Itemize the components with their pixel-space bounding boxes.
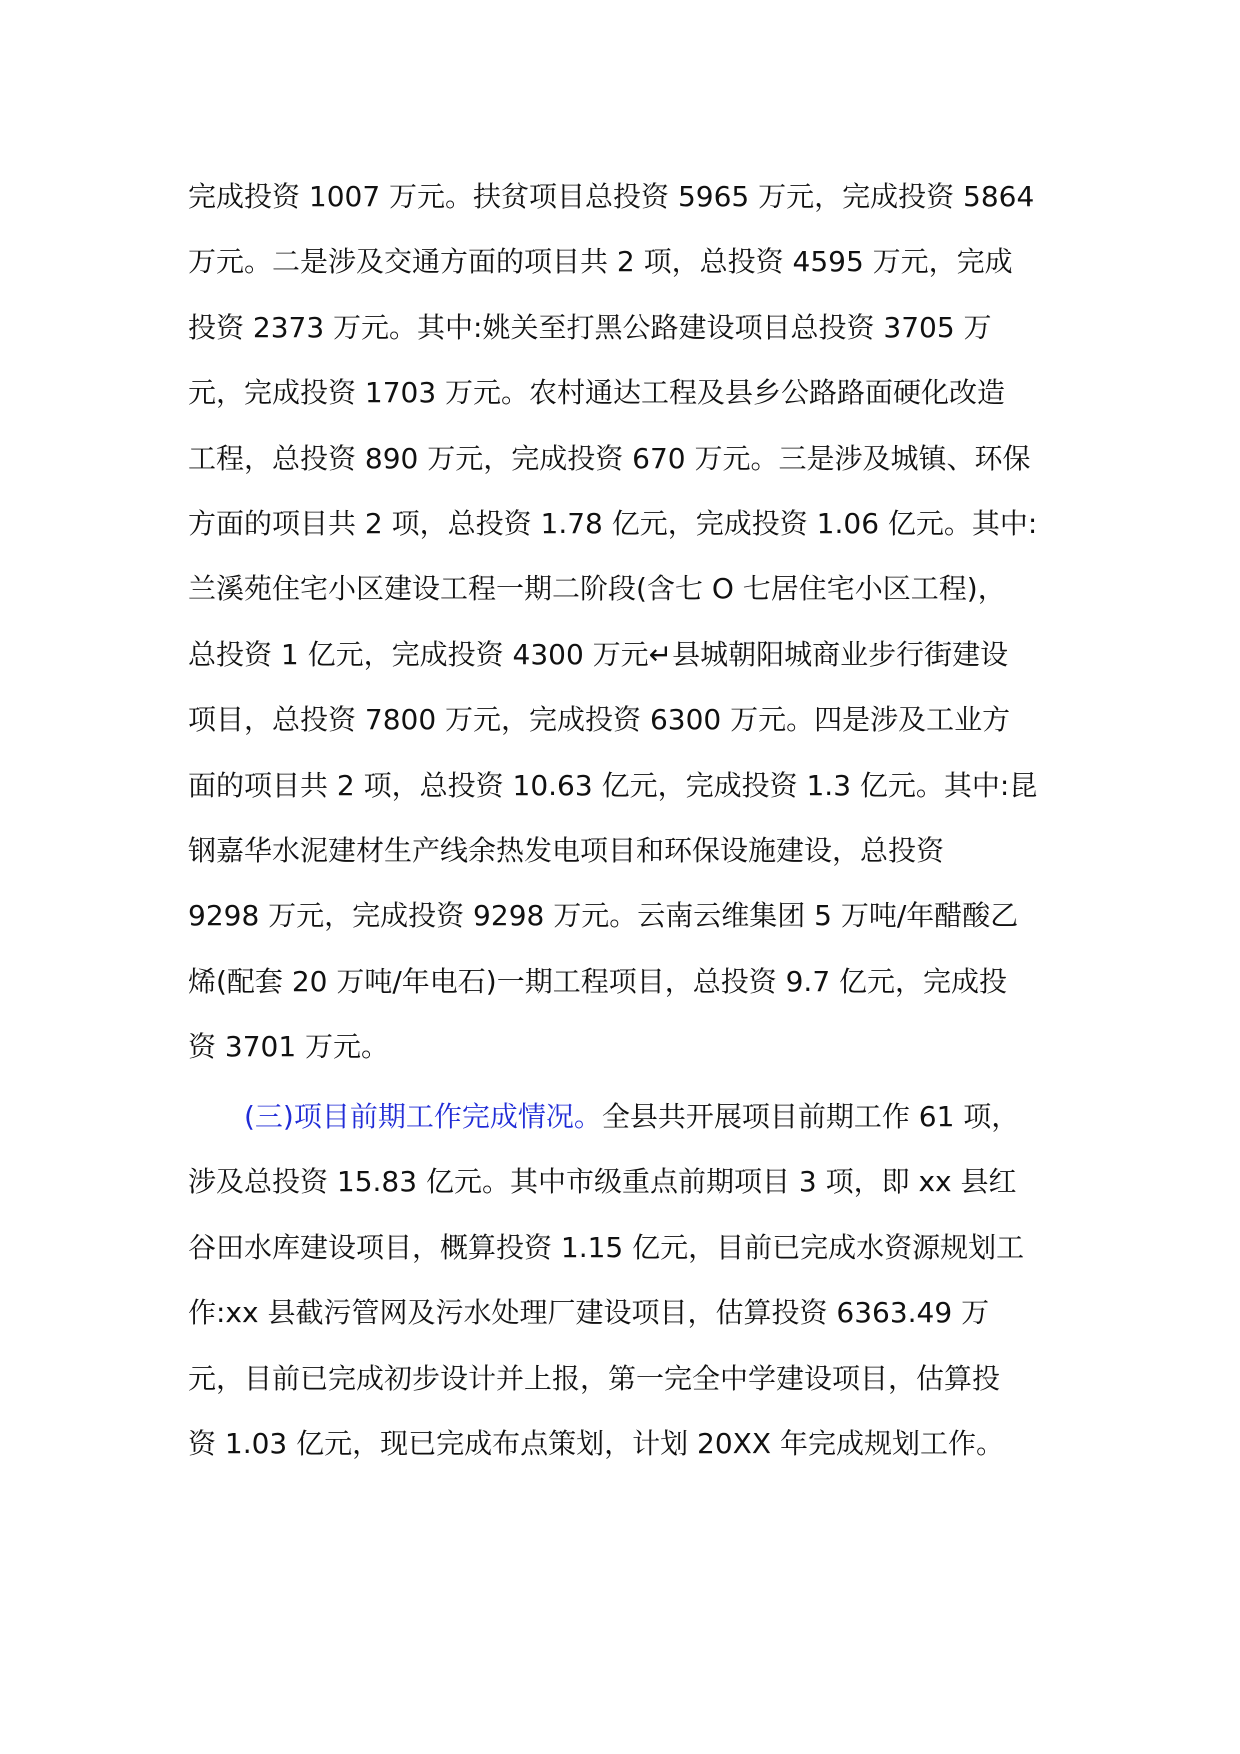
paragraph-investment-summary (188, 164, 1068, 1079)
text-line: 项目，总投资 7800 万元，完成投资 6300 万元。四是涉及工业方 (188, 703, 1011, 737)
text-line: 谷田水库建设项目，概算投资 1.15 亿元，目前已完成水资源规划工 (188, 1230, 1025, 1264)
text-line: 完成投资 1007 万元。扶贫项目总投资 5965 万元，完成投资 5864 (188, 180, 1035, 213)
section-heading: (三)项目前期工作完成情况。 (244, 1100, 602, 1133)
text-line: 面的项目共 2 项，总投资 10.63 亿元，完成投资 1.3 亿元。其中:昆 (188, 768, 1038, 802)
text-line: 作:xx 县截污管网及污水处理厂建设项目，估算投资 6363.49 万 (188, 1296, 990, 1330)
text-line: 资 1.03 亿元，现已完成布点策划，计划 20XX 年完成规划工作。 (188, 1426, 1004, 1460)
text-line: 总投资 1 亿元，完成投资 4300 万元↵县城朝阳城商业步行街建设 (188, 637, 1009, 671)
text-line: 万元。二是涉及交通方面的项目共 2 项，总投资 4595 万元，完成 (188, 245, 1013, 279)
paragraph-preliminary-work (188, 1084, 1068, 1476)
text-line: 资 3701 万元。 (188, 1030, 390, 1064)
text-line: 元，完成投资 1703 万元。农村通达工程及县乡公路路面硬化改造 (188, 376, 1006, 410)
text-line: 涉及总投资 15.83 亿元。其中市级重点前期项目 3 项，即 xx 县红 (188, 1165, 1017, 1199)
text-line: 烯(配套 20 万吨/年电石)一期工程项目，总投资 9.7 亿元，完成投 (188, 964, 1008, 998)
text-line: 元，目前已完成初步设计并上报，第一完全中学建设项目，估算投 (188, 1361, 1001, 1395)
text-line-first (188, 1084, 1068, 1149)
text-line: 投资 2373 万元。其中:姚关至打黑公路建设项目总投资 3705 万 (188, 310, 992, 344)
text-line: 钢嘉华水泥建材生产线余热发电项目和环保设施建设，总投资 (188, 833, 945, 867)
text-line: 方面的项目共 2 项，总投资 1.78 亿元，完成投资 1.06 亿元。其中: (188, 506, 1038, 540)
text-line: 兰溪苑住宅小区建设工程一期二阶段(含七 O 七居住宅小区工程)， (188, 572, 1006, 606)
text-line: 9298 万元，完成投资 9298 万元。云南云维集团 5 万吨/年醋酸乙 (188, 899, 1019, 933)
text-line: 工程，总投资 890 万元，完成投资 670 万元。三是涉及城镇、环保 (188, 441, 1031, 475)
heading-continuation: 全县共开展项目前期工作 61 项， (601, 1100, 1020, 1133)
